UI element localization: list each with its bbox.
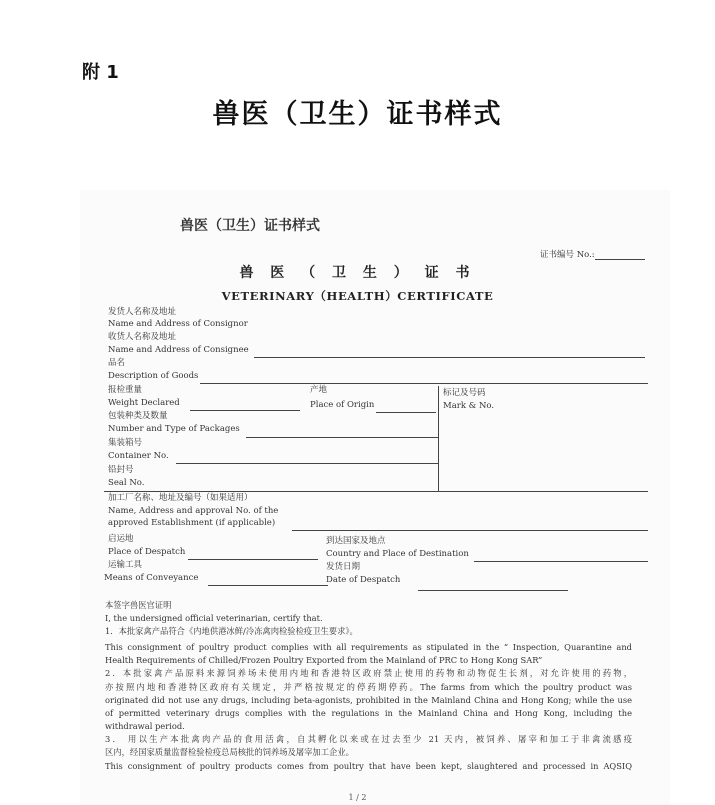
- clause-2-en-line-3: withdrawal period.: [105, 721, 185, 731]
- certificate-number-line: [595, 251, 645, 260]
- mark-box-bottom-line: [104, 491, 648, 492]
- certificate-sample-title: 兽医（卫生）证书样式: [180, 218, 320, 234]
- annex-label: 附 1: [82, 62, 119, 83]
- establishment-line: [292, 530, 648, 531]
- container-line: [176, 463, 438, 464]
- clause-2-cn-line-2: 亦按照内地和香港特区政府有关规定，并严格按规定的停药期停药。The farms from which the poultry product was: [105, 682, 632, 692]
- clause-2-en-line-1: originated did not use any drugs, including beta-agonists, prohibited in the Mainland China and Hong Kong; while the use: [105, 695, 632, 705]
- vet-statement-cn: 本签字兽医官证明: [105, 600, 172, 610]
- clause-1-cn: 1．本批家禽产品符合《内地供港冰鲜/冷冻禽肉检验检疫卫生要求》。: [105, 626, 358, 636]
- establishment-label-en-1: Name, Address and approval No. of the: [108, 506, 279, 516]
- container-label-en: Container No.: [108, 451, 169, 461]
- certificate-number-label: 证书编号 No.:: [540, 250, 595, 260]
- mark-box-divider: [438, 386, 439, 492]
- mark-label-en: Mark & No.: [443, 401, 495, 411]
- consignee-label-en: Name and Address of Consignee: [108, 345, 249, 355]
- destination-label-en: Country and Place of Destination: [326, 549, 469, 559]
- clause-3-en-line-1: This consignment of poultry products comes from poultry that have been kept, slaughtered and processed in AQSIQ: [105, 761, 632, 771]
- despatch-label-en: Place of Despatch: [108, 547, 186, 557]
- certificate-cn-title: 兽 医 （ 卫 生 ） 证 书: [239, 265, 476, 281]
- destination-label-cn: 到达国家及地点: [326, 536, 386, 546]
- despatch-label-cn: 启运地: [108, 534, 134, 544]
- container-label-cn: 集装箱号: [108, 438, 143, 448]
- weight-line: [190, 410, 300, 411]
- origin-line: [376, 412, 436, 413]
- clause-1-en-line-1: This consignment of poultry product complies with all requirements as stipulated in the “ Inspection, Quarantine and: [105, 642, 632, 652]
- clause-3-cn-line-2: 区内，经国家质量监督检验检疫总局核批的饲养场及屠宰加工企业。: [105, 747, 354, 757]
- conveyance-label-cn: 运输工具: [108, 560, 143, 570]
- clause-1-en-line-2: Health Requirements of Chilled/Frozen Poultry Exported from the Mainland of PRC to Hong Kong SAR”: [105, 655, 543, 665]
- establishment-label-cn: 加工厂名称、地址及编号（如果适用）: [108, 493, 253, 503]
- date-label-cn: 发货日期: [326, 562, 361, 572]
- consignor-label-en: Name and Address of Consignor: [108, 319, 248, 329]
- clause-2-cn-line-1: 2．本批家禽产品原料来源饲养场未使用内地和香港特区政府禁止使用的药物和动物促生长剂，对允许使用的药物，: [105, 668, 632, 678]
- consignor-label-cn: 发货人名称及地址: [108, 307, 177, 317]
- certificate-en-title: VETERINARY（HEALTH）CERTIFICATE: [221, 289, 494, 303]
- conveyance-line: [208, 585, 328, 586]
- establishment-label-en-2: approved Establishment (if applicable): [108, 518, 276, 528]
- packages-line: [246, 437, 438, 438]
- seal-label-en: Seal No.: [108, 478, 145, 488]
- date-label-en: Date of Despatch: [326, 575, 401, 585]
- consignee-label-cn: 收货人名称及地址: [108, 332, 177, 342]
- origin-label-en: Place of Origin: [310, 400, 375, 410]
- packages-label-cn: 包装种类及数量: [108, 411, 168, 421]
- page-title: 兽医（卫生）证书样式: [212, 99, 503, 130]
- conveyance-label-en: Means of Conveyance: [104, 573, 199, 583]
- despatch-line: [188, 559, 318, 560]
- seal-label-cn: 铅封号: [108, 465, 134, 475]
- consignee-line: [254, 357, 645, 358]
- clause-3-cn-line-1: 3． 用以生产本批禽肉产品的食用活禽，自其孵化以来或在过去至少 21 天内，被饲养、屠宰和加工于非禽流感疫: [105, 734, 632, 744]
- packages-label-en: Number and Type of Packages: [108, 424, 240, 434]
- mark-label-cn: 标记及号码: [443, 388, 486, 398]
- date-line: [418, 590, 568, 591]
- weight-label-en: Weight Declared: [108, 398, 180, 408]
- page-number: 1 / 2: [348, 793, 367, 802]
- origin-label-cn: 产地: [310, 385, 328, 395]
- goods-label-cn: 品名: [108, 358, 126, 368]
- weight-label-cn: 报检重量: [108, 385, 143, 395]
- destination-line: [474, 561, 648, 562]
- goods-label-en: Description of Goods: [108, 371, 199, 381]
- certificate-number-field: [540, 248, 645, 260]
- clause-2-en-line-2: of permitted veterinary drugs complies with the regulations in the Mainland China and Hong Kong, including the: [105, 708, 632, 718]
- vet-statement-en: I, the undersigned official veterinarian, certify that.: [105, 613, 323, 623]
- goods-line: [200, 383, 648, 384]
